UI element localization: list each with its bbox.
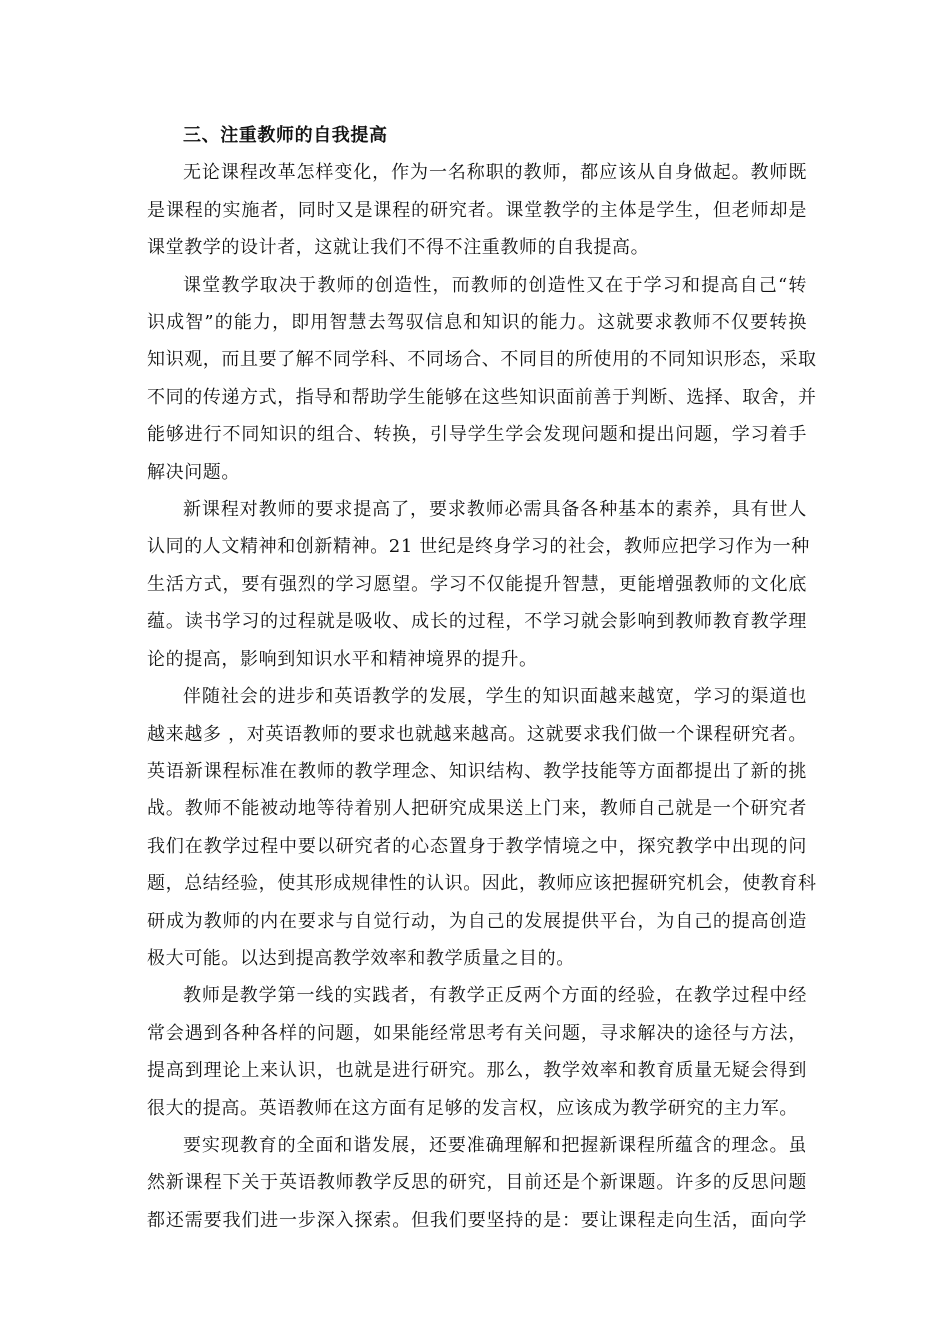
paragraph-line: 能够进行不同知识的组合、转换，引导学生学会发现问题和提出问题，学习着手 (147, 424, 807, 446)
document-body (147, 117, 817, 1239)
paragraph-line: 课堂教学的设计者，这就让我们不得不注重教师的自我提高。 (147, 237, 650, 259)
paragraph-line: 很大的提高。英语教师在这方面有足够的发言权，应该成为教学研究的主力军。 (147, 1097, 798, 1119)
paragraph-line: 知识观，而且要了解不同学科、不同场合、不同目的所使用的不同知识形态，采取 (147, 349, 817, 371)
paragraph-line: 要实现教育的全面和谐发展，还要准确理解和把握新课程所蕴含的理念。虽 (183, 1134, 807, 1156)
paragraph-line: 提高到理论上来认识，也就是进行研究。那么，教学效率和教育质量无疑会得到 (147, 1060, 807, 1082)
paragraph-line: 识成智”的能力，即用智慧去驾驭信息和知识的能力。这就要求教师不仅要转换 (147, 312, 807, 334)
paragraph (147, 267, 817, 491)
paragraph (147, 678, 817, 977)
paragraph-line: 是课程的实施者，同时又是课程的研究者。课堂教学的主体是学生，但老师却是 (147, 199, 807, 221)
paragraph-line: 我们在教学过程中要以研究者的心态置身于教学情境之中，探究教学中出现的问 (147, 835, 807, 857)
paragraph-line: 无论课程改革怎样变化，作为一名称职的教师，都应该从自身做起。教师既 (183, 162, 807, 184)
paragraph-line: 教师是教学第一线的实践者，有教学正反两个方面的经验，在教学过程中经 (183, 985, 807, 1007)
paragraph-line: 然新课程下关于英语教师教学反思的研究，目前还是个新课题。许多的反思问题 (147, 1172, 807, 1194)
paragraph-line: 题，总结经验，使其形成规律性的认识。因此，教师应该把握研究机会，使教育科 (147, 873, 817, 895)
paragraph-line: 生活方式，要有强烈的学习愿望。学习不仅能提升智慧，更能增强教师的文化底 (147, 573, 807, 595)
section-heading: 三、注重教师的自我提高 (183, 125, 388, 146)
paragraph-list (147, 154, 817, 1239)
paragraph-line: 越来越多 ，对英语教师的要求也就越来越高。这就要求我们做一个课程研究者。 (147, 723, 807, 745)
paragraph-line: 伴随社会的进步和英语教学的发展，学生的知识面越来越宽，学习的渠道也 (183, 686, 807, 708)
paragraph-line: 战。教师不能被动地等待着别人把研究成果送上门来，教师自己就是一个研究者 (147, 798, 807, 820)
paragraph-line: 蕴。读书学习的过程就是吸收、成长的过程，不学习就会影响到教师教育教学理 (147, 611, 807, 633)
paragraph-line: 不同的传递方式，指导和帮助学生能够在这些知识面前善于判断、选择、取舍，并 (147, 386, 817, 408)
paragraph-line: 常会遇到各种各样的问题，如果能经常思考有关问题，寻求解决的途径与方法， (147, 1022, 807, 1044)
paragraph-line: 解决问题。 (147, 461, 240, 483)
paragraph (147, 491, 810, 678)
paragraph-line: 研成为教师的内在要求与自觉行动，为自己的发展提供平台，为自己的提高创造 (147, 910, 807, 932)
paragraph (147, 1127, 807, 1239)
paragraph-line: 都还需要我们进一步深入探索。但我们要坚持的是：要让课程走向生活，面向学 (147, 1209, 807, 1231)
paragraph-line: 极大可能。以达到提高教学效率和教学质量之目的。 (147, 947, 575, 969)
paragraph-line: 论的提高，影响到知识水平和精神境界的提升。 (147, 648, 538, 670)
paragraph-line: 认同的人文精神和创新精神。21 世纪是终身学习的社会，教师应把学习作为一种 (147, 536, 810, 558)
paragraph-line: 新课程对教师的要求提高了，要求教师必需具备各种基本的素养，具有世人 (183, 499, 807, 521)
paragraph (147, 977, 807, 1127)
paragraph-line: 英语新课程标准在教师的教学理念、知识结构、教学技能等方面都提出了新的挑 (147, 760, 807, 782)
paragraph (147, 154, 807, 266)
paragraph-line: 课堂教学取决于教师的创造性，而教师的创造性又在于学习和提高自己“转 (183, 274, 807, 296)
